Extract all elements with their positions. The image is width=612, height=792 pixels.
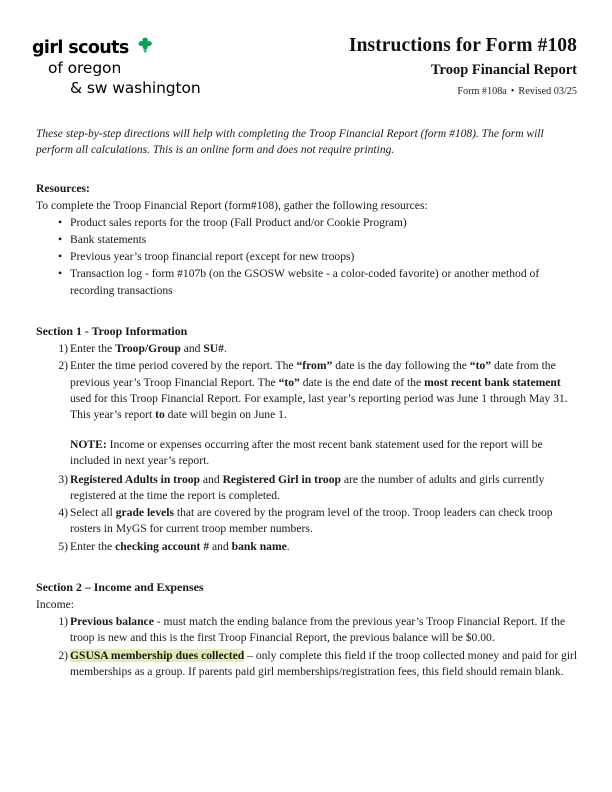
document-body [36, 126, 584, 681]
emphasis-grade-levels: grade levels [115, 506, 174, 520]
list-item-s1-2 [36, 358, 584, 469]
list-item-s2-1 [36, 614, 584, 646]
section-1-list [36, 341, 584, 555]
section-2-heading: Section 2 – Income and Expenses [36, 579, 204, 594]
emphasis-registered-adults: Registered Adults in troop [70, 472, 201, 486]
section-2 [36, 579, 584, 680]
document-header [0, 0, 612, 112]
emphasis-registered-girl: Registered Girl in troop [222, 472, 341, 486]
text-fragment: date from the previous year’s Troop Financial Report. The [70, 359, 556, 389]
girl-scouts-logo [32, 36, 232, 100]
emphasis-to-2: “to” [278, 375, 300, 389]
text-fragment: Enter the time period covered by the report. The [70, 359, 297, 373]
list-item-s2-2 [36, 648, 584, 680]
list-item: • Previous year’s troop financial report (except for new troops) [36, 249, 584, 265]
section-2-list [36, 614, 584, 680]
resources-section [36, 181, 584, 299]
emphasis-su-number: SU# [203, 342, 224, 356]
list-item: • Bank statements [36, 232, 584, 248]
text-fragment: and [209, 539, 232, 553]
emphasis-to-3: to [155, 408, 165, 422]
intro-paragraph: These step-by-step directions will help with completing the Troop Financial Report (form #108). The form will perform all calculations. This is an online form and does not require printing. [36, 128, 544, 157]
text-fragment: . [286, 539, 290, 553]
emphasis-checking-account: checking account # [115, 539, 210, 553]
text-fragment: - must match the ending balance from the previous year’s Troop Financial Report. If the troop is new and this is the first Troop Financial Report, the previous balance will be $0.00. [70, 615, 566, 645]
note-label: NOTE: [70, 438, 107, 452]
page-subtitle: Troop Financial Report [430, 62, 577, 78]
list-item-s1-1 [36, 341, 584, 357]
resources-lead: To complete the Troop Financial Report (form#108), gather the following resources: [36, 198, 428, 212]
text-fragment: and [180, 342, 204, 356]
text-fragment: – only complete this field if the troop collected money and paid for girl memberships as a group. If parents paid girl memberships/registration fees, this field should remain blank. [70, 648, 578, 678]
text-fragment: date is the end date of the [299, 375, 425, 389]
logo-line-of-oregon: of oregon [48, 59, 122, 77]
trefoil-icon [134, 36, 156, 58]
text-fragment: . [223, 342, 227, 356]
emphasis-to: “to” [469, 359, 492, 373]
resources-heading: Resources: [36, 181, 90, 195]
revision-date: Revised 03/25 [518, 85, 577, 97]
note-text: Income or expenses occurring after the most recent bank statement used for the report will be included in next year’s report. [70, 438, 543, 468]
emphasis-troop-group: Troop/Group [115, 342, 181, 356]
emphasis-bank-name: bank name [231, 539, 287, 553]
note-block [70, 437, 584, 469]
form-number: Form #108a [457, 85, 507, 97]
highlighted-gsusa-dues: GSUSA membership dues collected [70, 648, 245, 662]
text-fragment: are the number of adults and girls currently registered at the time the report is completed. [70, 472, 545, 502]
page-title: Instructions for Form #108 [348, 35, 577, 56]
list-item-s1-3 [36, 472, 584, 504]
section-1 [36, 323, 584, 555]
text-fragment: and [200, 472, 223, 486]
text-fragment: date is the day following the [332, 359, 470, 373]
emphasis-most-recent-bank-statement: most recent bank statement [424, 375, 561, 389]
section-1-heading: Section 1 - Troop Information [36, 323, 188, 338]
resources-list [36, 215, 584, 299]
section-2-subheading: Income: [36, 598, 74, 612]
emphasis-from: “from” [296, 359, 333, 373]
meta-separator: • [510, 85, 515, 97]
text-fragment: date will begin on June 1. [164, 408, 287, 422]
text-fragment: that are covered by the program level of the troop. Troop leaders can check troop rosters in MyGS for current troop member numbers. [70, 506, 553, 536]
list-item-s1-5 [36, 539, 584, 555]
text-fragment: used for this Troop Financial Report. For example, last year’s reporting period was June 1 through May 31. This year’s report [70, 391, 568, 422]
title-block [349, 34, 577, 98]
text-fragment: Enter the [70, 342, 116, 356]
form-meta-line [349, 85, 577, 98]
emphasis-previous-balance: Previous balance [70, 615, 154, 629]
list-item: • Product sales reports for the troop (Fall Product and/or Cookie Program) [36, 215, 584, 231]
text-fragment: Select all [70, 506, 116, 520]
logo-line-sw-washington: & sw washington [70, 79, 201, 97]
logo-line-girl-scouts: girl scouts [32, 38, 129, 58]
text-fragment: Enter the [70, 539, 116, 553]
list-item-s1-4 [36, 505, 584, 537]
list-item: • Transaction log - form #107b (on the GSOSW website - a color-coded favorite) or another method of recording transactions [36, 266, 584, 298]
